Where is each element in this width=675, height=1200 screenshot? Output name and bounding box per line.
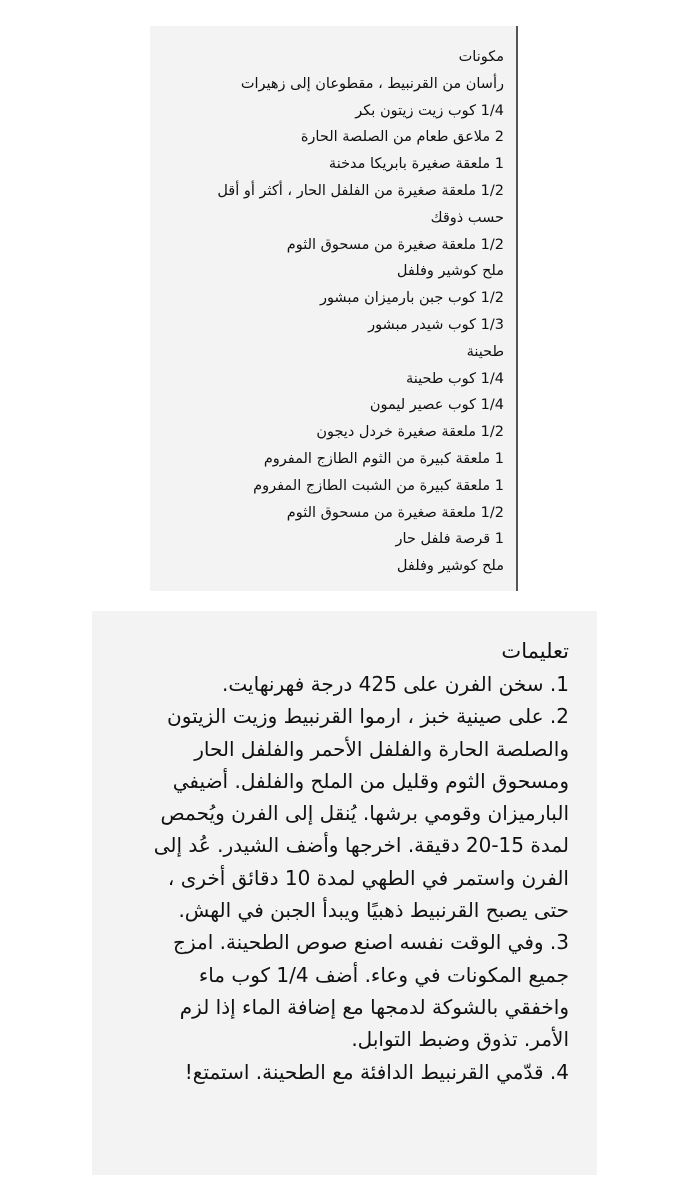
instruction-line: 2. على صينية خبز ، ارموا القرنبيط وزيت الزيتون — [167, 704, 569, 729]
ingredient-line: 1/2 كوب جبن بارميزان مبشور — [319, 290, 504, 307]
ingredient-line: 1/3 كوب شيدر مبشور — [368, 316, 504, 333]
instruction-line: حتى يصبح القرنبيط ذهبيًا ويبدأ الجبن في الهش. — [178, 898, 569, 923]
instructions-card — [92, 611, 597, 1175]
instruction-line: 4. قدّمي القرنبيط الدافئة مع الطحينة. استمتع! — [184, 1059, 569, 1084]
instruction-line: جميع المكونات في وعاء. أضف 1/4 كوب ماء — [198, 962, 569, 987]
ingredients-heading: مكونات — [458, 49, 504, 65]
instruction-line: لمدة 15-20 دقيقة. اخرجها وأضف الشيدر. عُد إلى — [153, 833, 569, 858]
ingredient-line: ملح كوشير وفلفل — [396, 558, 504, 575]
ingredient-line: 1 ملعقة كبيرة من الثوم الطازج المفروم — [263, 450, 504, 467]
ingredient-line: 1 قرصة فلفل حار — [395, 531, 504, 548]
ingredient-line: 1/4 كوب طحينة — [405, 370, 504, 387]
ingredient-line: 2 ملاعق طعام من الصلصة الحارة — [300, 129, 504, 146]
ingredient-line: 1/2 ملعقة صغيرة من مسحوق الثوم — [286, 504, 504, 521]
ingredient-line: 1/2 ملعقة صغيرة خردل ديجون — [316, 424, 504, 441]
ingredient-line: 1/4 كوب عصير ليمون — [369, 397, 504, 414]
instruction-line: 3. وفي الوقت نفسه اصنع صوص الطحينة. امزج — [173, 930, 569, 955]
ingredient-line: ملح كوشير وفلفل — [396, 263, 504, 280]
ingredients-card — [150, 26, 518, 591]
instruction-line: الفرن واستمر في الطهي لمدة 10 دقائق أخرى ، — [167, 865, 569, 890]
instruction-line: ومسحوق الثوم وقليل من الملح والفلفل. أضيفي — [172, 768, 569, 793]
instruction-line: واخفقي بالشوكة لدمجها مع إضافة الماء إذا لزم — [179, 994, 569, 1019]
instruction-line: والصلصة الحارة والفلفل الأحمر والفلفل الحار — [194, 736, 569, 761]
ingredient-line: حسب ذوقك — [430, 209, 504, 226]
ingredient-line: 1/2 ملعقة صغيرة من مسحوق الثوم — [286, 236, 504, 253]
instruction-line: الأمر. تذوق وضبط التوابل. — [351, 1027, 569, 1052]
ingredient-line: 1 ملعقة صغيرة بابريكا مدخنة — [328, 156, 504, 173]
tahini-subheading: طحينة — [466, 343, 504, 360]
instruction-line: 1. سخن الفرن على 425 درجة فهرنهايت. — [222, 672, 569, 696]
instruction-line: البارميزان وقومي برشها. يُنقل إلى الفرن ويُحمص — [160, 801, 569, 826]
instructions-heading: تعليمات — [501, 639, 569, 663]
ingredient-line: رأسان من القرنبيط ، مقطوعان إلى زهيرات — [240, 75, 504, 92]
ingredient-line: 1/4 كوب زيت زيتون بكر — [355, 102, 504, 119]
ingredient-line: 1/2 ملعقة صغيرة من الفلفل الحار ، أكثر أو أقل — [217, 182, 504, 199]
ingredient-line: 1 ملعقة كبيرة من الشبت الطازج المفروم — [253, 477, 504, 494]
